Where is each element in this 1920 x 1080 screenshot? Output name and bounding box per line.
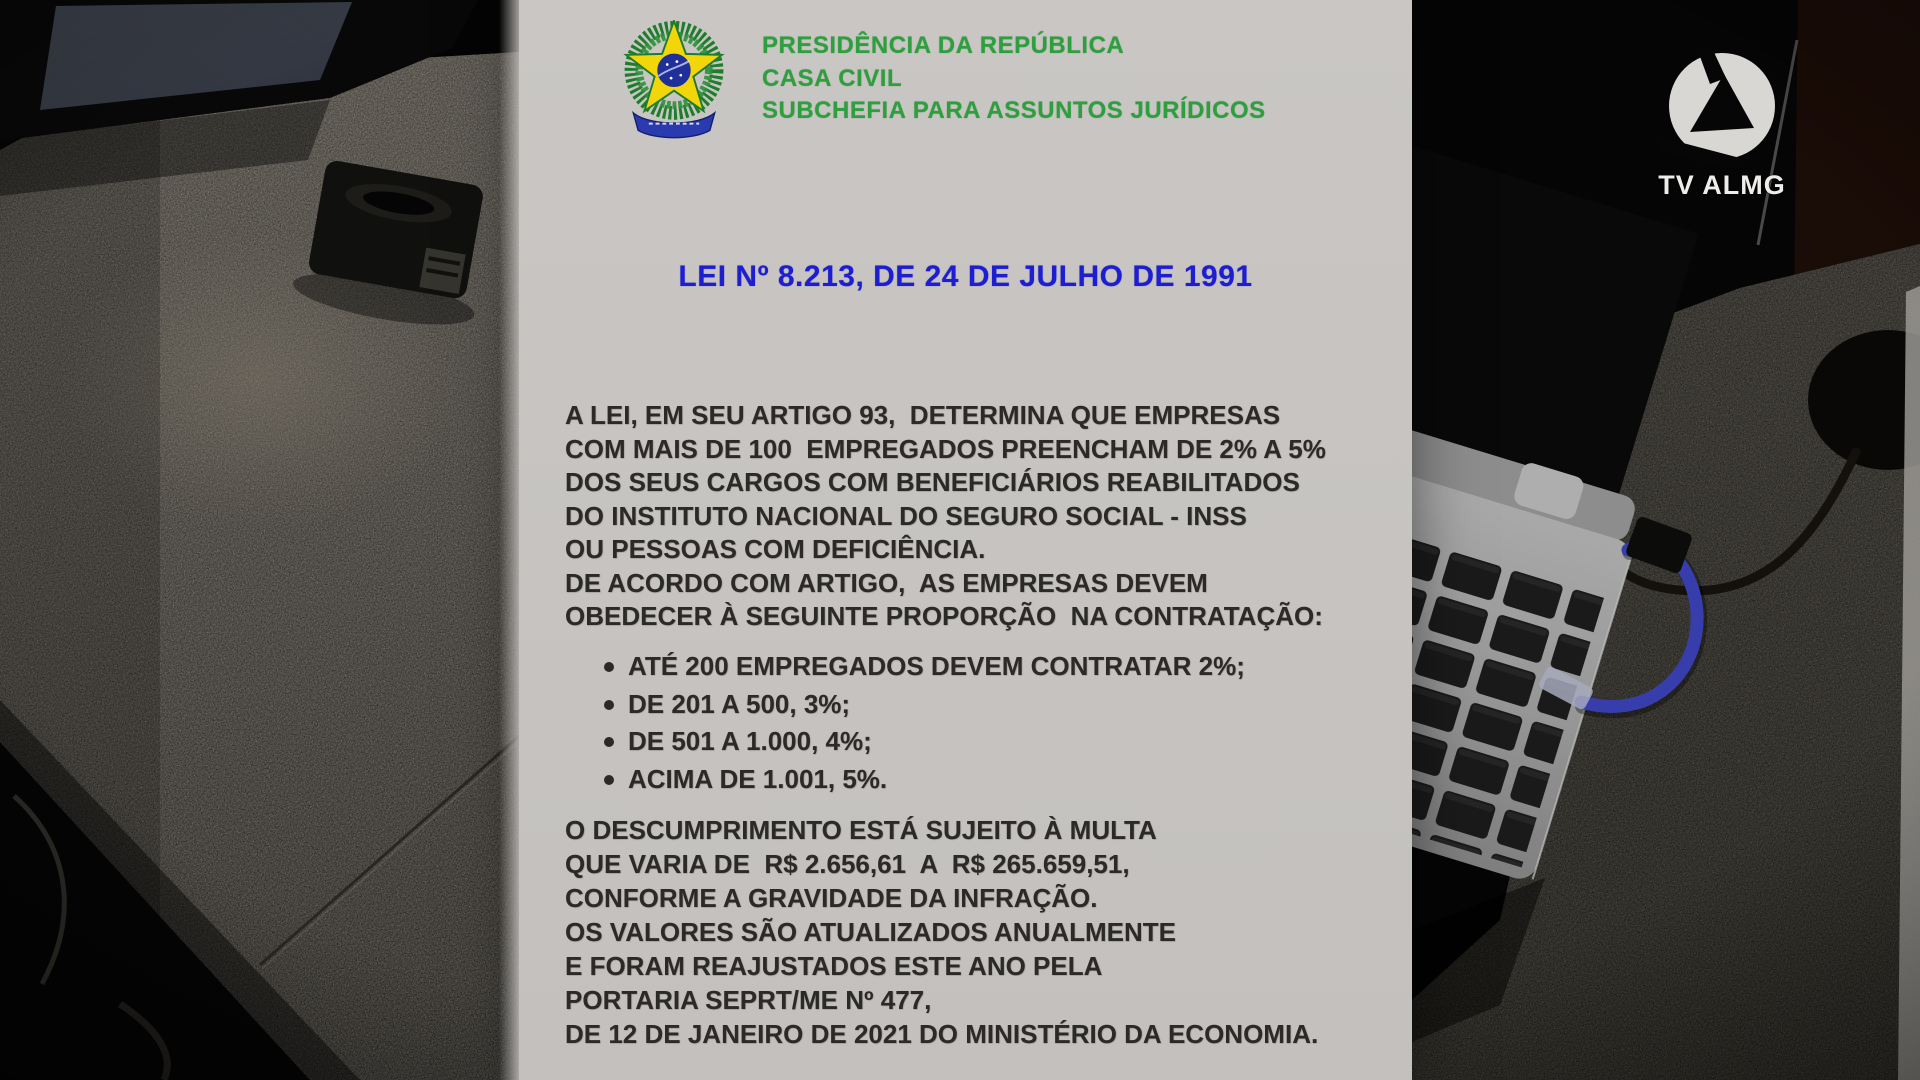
org-line-subchefia: SUBCHEFIA PARA ASSUNTOS JURÍDICOS: [762, 97, 1266, 124]
paragraph-penalties: [565, 813, 1318, 1051]
list-item: [604, 650, 1245, 688]
bullet-icon: [604, 700, 614, 710]
paragraph-line: E FORAM REAJUSTADOS ESTE ANO PELA: [565, 951, 1103, 981]
law-title: LEI Nº 8.213, DE 24 DE JULHO DE 1991: [678, 260, 1253, 293]
tv-almg-logo: [1650, 48, 1794, 201]
org-line-presidencia: PRESIDÊNCIA DA REPÚBLICA: [762, 32, 1125, 59]
list-item-text: DE 501 A 1.000, 4%;: [628, 726, 872, 756]
paragraph-line: DE 12 DE JANEIRO DE 2021 DO MINISTÉRIO DA ECONOMIA.: [565, 1019, 1319, 1049]
paragraph-line: QUE VARIA DE R$ 2.656,61 A R$ 265.659,51,: [565, 849, 1130, 879]
org-header: [762, 30, 1266, 128]
paragraph-line: DO INSTITUTO NACIONAL DO SEGURO SOCIAL - INSS: [565, 500, 1247, 531]
paragraph-line: OU PESSOAS COM DEFICIÊNCIA.: [565, 534, 986, 564]
bullet-icon: [604, 737, 614, 747]
list-item: [604, 763, 1245, 801]
paragraph-line: PORTARIA SEPRT/ME Nº 477,: [565, 985, 932, 1015]
banner-ribbon: [633, 113, 714, 138]
paragraph-line: O DESCUMPRIMENTO ESTÁ SUJEITO À MULTA: [565, 815, 1157, 845]
paragraph-line: DE ACORDO COM ARTIGO, AS EMPRESAS DEVEM: [565, 567, 1208, 598]
paragraph-line: COM MAIS DE 100 EMPREGADOS PREENCHAM DE 2% A 5%: [565, 433, 1326, 464]
tv-almg-logo-icon: [1652, 48, 1792, 168]
list-item-text: ATÉ 200 EMPREGADOS DEVEM CONTRATAR 2%;: [628, 651, 1245, 681]
paragraph-article-93: [565, 399, 1326, 634]
paragraph-line: CONFORME A GRAVIDADE DA INFRAÇÃO.: [565, 883, 1098, 913]
quota-bullet-list: [604, 650, 1245, 800]
list-item-text: ACIMA DE 1.001, 5%.: [628, 763, 888, 794]
list-item: [604, 688, 1245, 726]
bullet-icon: [604, 775, 614, 785]
law-document-panel: [519, 0, 1412, 1080]
brazil-coat-of-arms-icon: [615, 20, 733, 142]
list-item: [604, 725, 1245, 763]
org-line-casa-civil: CASA CIVIL: [762, 64, 903, 92]
list-item-text: DE 201 A 500, 3%;: [628, 688, 851, 719]
paragraph-line: OBEDECER À SEGUINTE PROPORÇÃO NA CONTRATAÇÃO:: [565, 601, 1323, 631]
paragraph-line: OS VALORES SÃO ATUALIZADOS ANUALMENTE: [565, 917, 1176, 947]
paragraph-line: A LEI, EM SEU ARTIGO 93, DETERMINA QUE EMPRESAS: [565, 400, 1281, 430]
paragraph-line: DOS SEUS CARGOS COM BENEFICIÁRIOS REABILITADOS: [565, 467, 1300, 497]
tv-almg-label: TV ALMG: [1658, 170, 1786, 200]
bullet-icon: [604, 662, 614, 672]
